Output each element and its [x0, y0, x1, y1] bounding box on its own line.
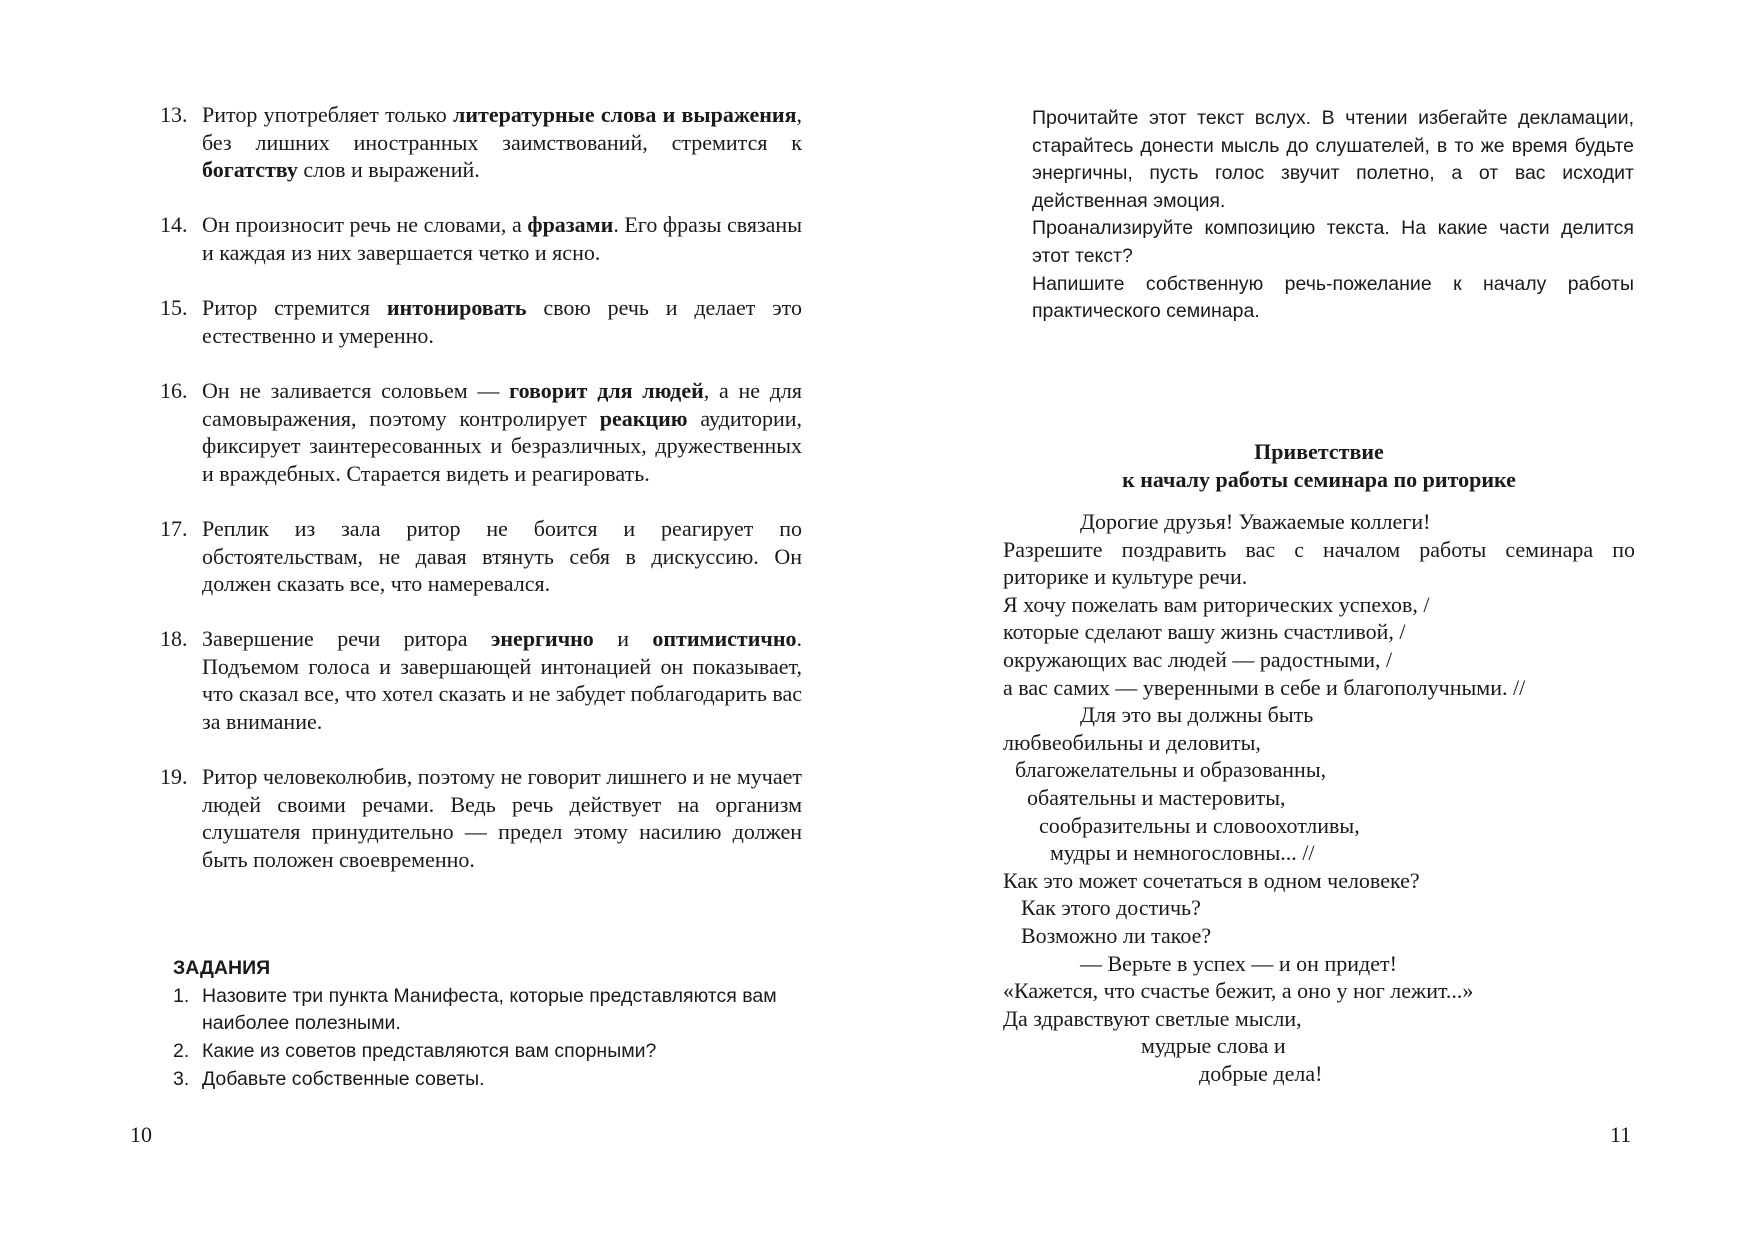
manifesto-item-15 [160, 294, 802, 349]
speech-line: — Верьте в успех — и он придет! [1080, 950, 1397, 976]
item-number: 14. [160, 212, 188, 238]
speech-line: Как это может сочетаться в одном человеке? [1003, 867, 1420, 893]
page-number-left: 10 [130, 1122, 152, 1147]
manifesto-item-17 [160, 515, 802, 598]
manifesto-item-19 [160, 763, 802, 873]
manifesto-item-13 [160, 101, 802, 184]
speech-line: которые сделают вашу жизнь счастливой, / [1003, 619, 1406, 645]
greeting-title-line: Приветствие [1254, 439, 1384, 464]
manifesto-item-14 [160, 211, 802, 266]
item-text: Завершение речи ритора [202, 626, 491, 652]
item-text: слов и выражений. [297, 157, 480, 183]
item-text: , а не для самовыражения, поэтому контролирует [202, 377, 803, 431]
speech-line: мудрые слова и [1141, 1033, 1286, 1059]
item-number: 18. [160, 626, 188, 652]
item-text: Он произносит речь не словами, а [202, 212, 528, 238]
item-emphasis: оптимистично [652, 626, 797, 652]
tasks-section [173, 955, 803, 1094]
item-emphasis: говорит для людей [509, 377, 704, 403]
item-emphasis: богатству [202, 157, 298, 183]
speech-line: благожелательны и образованны, [1015, 757, 1327, 783]
item-emphasis: фразами [527, 212, 614, 238]
item-text: Ритор стремится [202, 295, 387, 321]
tasks-heading: ЗАДАНИЯ [173, 957, 271, 979]
instruction-paragraph: Проанализируйте композицию текста. На какие части делится этот текст? [1032, 217, 1634, 267]
speech-line: обаятельны и мастеровиты, [1027, 784, 1286, 810]
item-text: и [593, 626, 653, 652]
task-number: 2. [173, 1040, 190, 1063]
item-text: Реплик из зала ритор не боится и реагирует по обстоятельствам, не давая втянуть себя в дискуссию. Он должен сказать все, что намеревался. [202, 515, 802, 597]
task-text: Какие из советов представляются вам спорными? [202, 1040, 657, 1063]
speech-line: Для это вы должны быть [1080, 702, 1314, 728]
item-number: 17. [160, 515, 188, 541]
item-number: 16. [160, 377, 188, 403]
item-number: 15. [160, 295, 188, 321]
speech-line: любвеобильны и деловиты, [1003, 729, 1261, 755]
item-number: 19. [160, 764, 188, 790]
item-emphasis: литературные слова и выражения [453, 102, 797, 127]
speech-line: Я хочу пожелать вам риторических успехов, / [1003, 591, 1430, 617]
speech-line: Возможно ли такое? [1021, 922, 1212, 948]
item-emphasis: энергично [490, 626, 594, 652]
item-text: Ритор человеколюбив, поэтому не говорит лишнего и не мучает людей своими речами. Ведь речь действует на организм слушателя принудительно — предел этому насилию должен быть положен своевременно. [202, 764, 802, 873]
item-text: Он не заливается соловьем — [202, 377, 510, 403]
speech-line: окружающих вас людей — радостными, / [1003, 646, 1393, 672]
manifesto-items-list [160, 101, 802, 901]
item-text: свою речь и делает это естественно и умеренно. [202, 295, 802, 348]
task-item-2 [173, 1038, 803, 1066]
speech-line: сообразительны и словоохотливы, [1039, 812, 1360, 838]
manifesto-item-16 [160, 377, 802, 487]
speech-line: Разрешите поздравить вас с началом работы семинара по [1003, 536, 1635, 562]
speech-line: Как этого достичь? [1021, 895, 1201, 921]
page-number-right: 11 [1610, 1122, 1632, 1147]
greeting-title [1003, 438, 1635, 493]
speech-line: Дорогие друзья! Уважаемые коллеги! [1080, 509, 1431, 534]
task-item-3 [173, 1066, 803, 1094]
speech-line: добрые дела! [1199, 1060, 1323, 1086]
instruction-paragraph: Напишите собственную речь-пожелание к началу работы практического семинара. [1032, 272, 1634, 323]
task-text: Назовите три пункта Манифеста, которые представляются вам наиболее полезными. [202, 984, 777, 1035]
speech-line: Да здравствуют светлые мысли, [1003, 1005, 1302, 1031]
greeting-speech [1003, 508, 1635, 1087]
task-number: 1. [173, 984, 190, 1007]
item-text: . Подъемом голоса и завершающей интонацией он показывает, что сказал все, что хотел сказать и не забудет поблагодарить вас за внимание. [202, 626, 802, 735]
speech-line: а вас самих — уверенными в себе и благополучными. // [1003, 674, 1526, 700]
item-emphasis: реакцию [599, 405, 688, 431]
item-emphasis: интонировать [386, 295, 527, 321]
reading-instructions [1032, 105, 1634, 326]
greeting-title-line: к началу работы семинара по риторике [1122, 466, 1516, 492]
task-item-1 [173, 983, 803, 1038]
task-text: Добавьте собственные советы. [202, 1068, 485, 1091]
instruction-paragraph: Прочитайте этот текст вслух. В чтении избегайте декламации, старайтесь донести мысль до слушателей, в то же время будьте энергичны, пусть голос звучит полетно, а от вас исходит действенная эмоция. [1032, 107, 1634, 212]
item-text: аудитории, фиксирует заинтересованных и безразличных, дружественных и враждебных. Старается видеть и реагировать. [202, 405, 802, 486]
item-text: . Его фразы связаны и каждая из них завершается четко и ясно. [202, 212, 802, 265]
speech-line: риторике и культуре речи. [1003, 564, 1248, 590]
task-number: 3. [173, 1068, 190, 1091]
speech-line: «Кажется, что счастье бежит, а оно у ног лежит...» [1003, 978, 1474, 1004]
manifesto-item-18 [160, 625, 802, 735]
item-text: , без лишних иностранных заимствований, стремится к [202, 102, 803, 155]
item-text: Ритор употребляет только [202, 102, 453, 127]
item-number: 13. [160, 102, 188, 127]
speech-line: мудры и немногословны... // [1050, 840, 1315, 866]
